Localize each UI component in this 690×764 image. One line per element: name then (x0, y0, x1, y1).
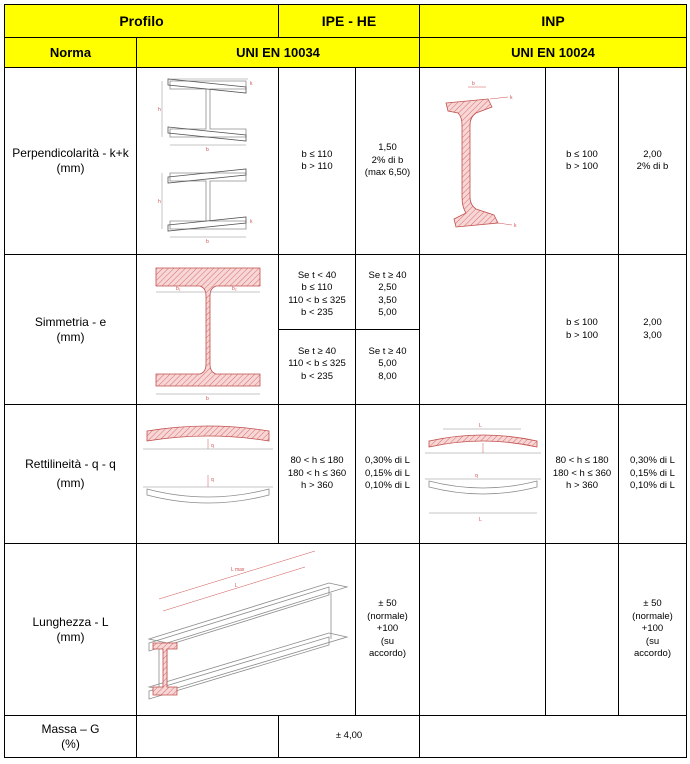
label-b2: b₂ (231, 285, 237, 292)
label-L-len: L (235, 582, 238, 589)
inp-squareness-diagram (428, 81, 538, 241)
label-Lmax: L max (231, 566, 245, 573)
len-inp-conditions-empty (546, 544, 619, 716)
ipe-squareness-diagram (148, 71, 268, 251)
label-b-1: b (205, 147, 209, 153)
header-norma: Norma (5, 38, 137, 68)
label-k-inp-1: k (509, 95, 512, 101)
drawing-rettilineita-ipe (137, 405, 279, 544)
label-k-2: k (249, 219, 252, 225)
sym-inp-drawing-empty (420, 255, 546, 405)
label-L-inp-2: L (478, 517, 482, 523)
ret-ipe-values: 0,30% di L 0,15% di L 0,10% di L (356, 405, 420, 544)
drawing-perpendicolarita-inp (420, 68, 546, 255)
len-inp-values: ± 50 (normale) +100 (su accordo) (619, 544, 687, 716)
label-h-2: h (157, 199, 161, 205)
perp-inp-values: 2,00 2% di b (619, 68, 687, 255)
ret-ipe-conditions: 80 < h ≤ 180 180 < h ≤ 360 h > 360 (279, 405, 356, 544)
row-label-perpendicolarita: Perpendicolarità - k+k (mm) (5, 68, 137, 255)
sym-ipe-conditions: Se t < 40 b ≤ 110 110 < b ≤ 325 b < 235 Se t ≥ 40 110 < b ≤ 325 b < 235 (279, 255, 356, 405)
label-k-1: k (249, 81, 252, 87)
label-L-inp-1: L (478, 423, 482, 429)
label-q-1: q (210, 443, 214, 449)
label-b-2: b (205, 239, 209, 245)
sym-inp-conditions: b ≤ 100 b > 100 (546, 255, 619, 405)
ipe-straightness-diagram (141, 419, 275, 529)
perp-ipe-values: 1,50 2% di b (max 6,50) (356, 68, 420, 255)
len-inp-drawing-empty (420, 544, 546, 716)
header-uni-10024: UNI EN 10024 (420, 38, 687, 68)
header-inp: INP (420, 5, 687, 38)
perp-inp-conditions: b ≤ 100 b > 100 (546, 68, 619, 255)
drawing-rettilineita-inp (420, 405, 546, 544)
ipe-symmetry-diagram (148, 260, 268, 400)
row-label-lunghezza: Lunghezza - L (mm) (5, 544, 137, 716)
label-q-2: q (210, 477, 214, 483)
drawing-simmetria-ipe (137, 255, 279, 405)
ret-inp-values: 0,30% di L 0,15% di L 0,10% di L (619, 405, 687, 544)
row-label-rettilineita: Rettilineità - q - q (mm) (5, 405, 137, 544)
massa-inp-empty (420, 716, 687, 758)
drawing-lunghezza (137, 544, 356, 716)
label-b-sym: b (205, 395, 209, 400)
label-h-1: h (157, 107, 161, 113)
sym-ipe-values: Se t ≥ 40 2,50 3,50 5,00 Se t ≥ 40 5,00 8,00 (356, 255, 420, 405)
label-b-inp: b (471, 81, 475, 87)
massa-ipe-value: ± 4,00 (279, 716, 420, 758)
tolerance-table (4, 4, 687, 758)
header-ipe-he: IPE - HE (279, 5, 420, 38)
massa-drawing-empty (137, 716, 279, 758)
ret-inp-conditions: 80 < h ≤ 180 180 < h ≤ 360 h > 360 (546, 405, 619, 544)
sym-inp-values: 2,00 3,00 (619, 255, 687, 405)
beam-length-diagram (139, 547, 353, 713)
header-profilo: Profilo (5, 5, 279, 38)
inp-straightness-diagram (423, 419, 543, 529)
len-ipe-values: ± 50 (normale) +100 (su accordo) (356, 544, 420, 716)
label-k-inp-2: k (513, 223, 516, 229)
label-b1: b₁ (175, 285, 180, 292)
row-label-simmetria: Simmetria - e (mm) (5, 255, 137, 405)
row-label-massa: Massa – G (%) (5, 716, 137, 758)
label-q-inp: q (474, 473, 478, 479)
header-uni-10034: UNI EN 10034 (137, 38, 420, 68)
perp-ipe-conditions: b ≤ 110 b > 110 (279, 68, 356, 255)
drawing-perpendicolarita-ipe (137, 68, 279, 255)
